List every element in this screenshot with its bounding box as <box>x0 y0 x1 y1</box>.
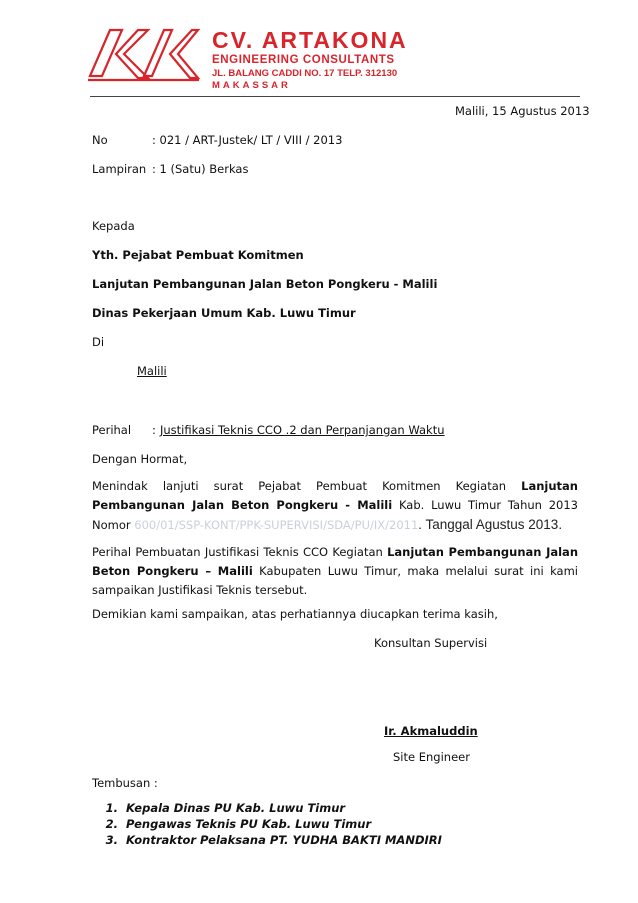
company-logo <box>86 24 201 84</box>
company-name: CV. ARTAKONA <box>212 27 408 53</box>
p1-text-c: Kab. Luwu Timur Tahun 2013 Nomor <box>92 498 578 532</box>
company-address: JL. BALANG CADDI NO. 17 TELP. 312130 <box>212 68 398 79</box>
p1-text-a: Menindak lanjuti surat Pejabat Pembuat Komitmen Kegiatan <box>92 479 522 493</box>
signature-title: Site Engineer <box>393 750 470 764</box>
p1-text-e: . <box>418 518 422 532</box>
subject-value: Justifikasi Teknis CCO .2 dan Perpanjangan Waktu <box>160 423 445 437</box>
company-city: MAKASSAR <box>212 80 291 91</box>
p1-date-text: Tanggal Agustus 2013. <box>421 517 563 532</box>
cc-list <box>92 800 442 848</box>
closing-sentence: Demikian kami sampaikan, atas perhatiannya diucapkan terima kasih, <box>92 607 498 621</box>
signature-name: Ir. Akmaluddin <box>384 724 478 738</box>
signature-role: Konsultan Supervisi <box>374 636 488 650</box>
recipient-place: Malili <box>137 364 167 378</box>
company-tagline: ENGINEERING CONSULTANTS <box>212 54 395 66</box>
recipient-line-1: Yth. Pejabat Pembuat Komitmen <box>92 248 304 262</box>
cc-item: 1. Kepala Dinas PU Kab. Luwu Timur <box>122 800 442 816</box>
p1-project-name: Lanjutan Pembangunan Jalan Beton Pongkeru - Malili <box>92 479 578 512</box>
greeting: Dengan Hormat, <box>92 452 188 466</box>
p2-text-a: Perihal Pembuatan Justifikasi Teknis CCO Kegiatan <box>92 545 388 559</box>
attachment-value: : 1 (Satu) Berkas <box>152 162 249 176</box>
recipient-intro: Kepada <box>92 219 135 233</box>
subject-colon: : <box>152 423 156 437</box>
header-divider <box>90 96 580 97</box>
recipient-line-2: Lanjutan Pembangunan Jalan Beton Pongkeru - Malili <box>92 277 438 291</box>
body-paragraph-2 <box>92 543 578 600</box>
cc-label: Tembusan : <box>92 776 158 790</box>
letter-date: Malili, 15 Agustus 2013 <box>455 104 590 118</box>
attachment-label: Lampiran <box>92 162 147 176</box>
body-paragraph-1 <box>92 477 578 535</box>
p2-text-c: Kabupaten Luwu Timur, maka melalui surat ini kami sampaikan Justifikasi Teknis tersebut. <box>92 564 578 597</box>
subject-label: Perihal <box>92 423 132 437</box>
recipient-di: Di <box>92 335 105 349</box>
p2-project-name: Lanjutan Pembangunan Jalan Beton Pongkeru – Malili <box>92 545 579 578</box>
cc-item: 3. Kontraktor Pelaksana PT. YUDHA BAKTI MANDIRI <box>122 832 442 848</box>
p1-ref-number: 600/01/SSP-KONT/PPK-SUPERVISI/SDA/PU/IX/2011 <box>134 518 419 532</box>
number-value: : 021 / ART-Justek/ LT / VIII / 2013 <box>152 133 343 147</box>
recipient-line-3: Dinas Pekerjaan Umum Kab. Luwu Timur <box>92 306 356 320</box>
number-label: No <box>92 133 108 147</box>
cc-item: 2. Pengawas Teknis PU Kab. Luwu Timur <box>122 816 442 832</box>
